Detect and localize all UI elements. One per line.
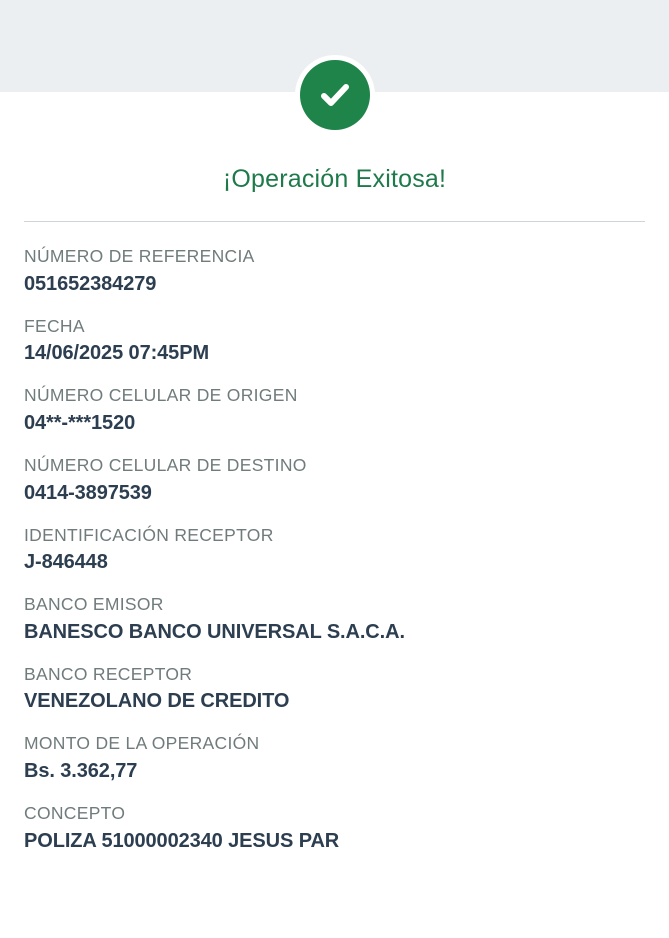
field-value: 051652384279 xyxy=(24,272,157,295)
field-label: IDENTIFICACIÓN RECEPTOR xyxy=(24,524,274,545)
success-badge xyxy=(295,55,375,135)
receipt-field xyxy=(24,245,645,298)
field-label: NÚMERO DE REFERENCIA xyxy=(24,246,255,266)
field-value: J-846448 xyxy=(24,551,108,574)
divider xyxy=(24,221,645,222)
field-value: VENEZOLANO DE CREDITO xyxy=(24,690,290,713)
receipt-field xyxy=(24,732,645,785)
receipt-field xyxy=(24,802,645,855)
field-label: CONCEPTO xyxy=(24,803,126,823)
field-value: 04**-***1520 xyxy=(24,411,136,434)
field-value: BANESCO BANCO UNIVERSAL S.A.C.A. xyxy=(24,620,405,643)
field-label: BANCO EMISOR xyxy=(24,594,164,615)
field-label: NÚMERO CELULAR DE DESTINO xyxy=(24,454,307,475)
check-circle-icon xyxy=(300,60,370,130)
field-label: BANCO RECEPTOR xyxy=(24,663,193,684)
field-value: Bs. 3.362,77 xyxy=(24,760,138,782)
receipt-field xyxy=(24,663,645,716)
field-value: POLIZA 51000002340 JESUS PAR xyxy=(24,829,340,852)
receipt-field xyxy=(24,524,645,577)
field-label: MONTO DE LA OPERACIÓN xyxy=(24,733,260,754)
field-value: 14/06/2025 07:45PM xyxy=(24,342,210,365)
receipt-field xyxy=(24,384,645,437)
field-label: FECHA xyxy=(24,315,85,336)
receipt-fields xyxy=(24,245,645,872)
field-label: NÚMERO CELULAR DE ORIGEN xyxy=(24,385,298,406)
page-title: ¡Operación Exitosa! xyxy=(222,165,447,193)
receipt-field xyxy=(24,593,645,646)
receipt-field xyxy=(24,315,645,368)
field-value: 0414-3897539 xyxy=(24,481,152,504)
receipt-field xyxy=(24,454,645,507)
